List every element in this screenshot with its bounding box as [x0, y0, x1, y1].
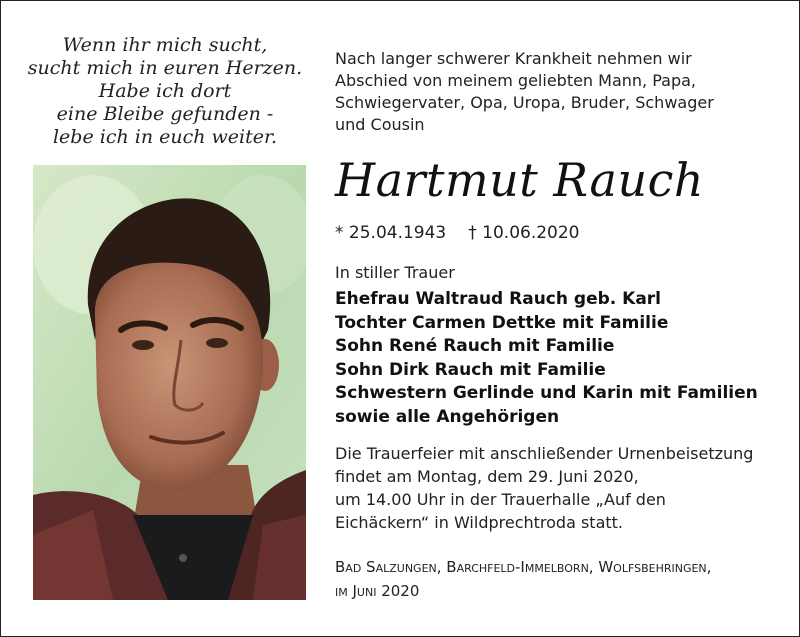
- portrait-photo: [33, 165, 306, 600]
- places-line: Bad Salzungen, Barchfeld-Immelborn, Wolfsbehringen,: [335, 558, 712, 576]
- memorial-poem: [20, 34, 310, 149]
- mourner-line: Sohn Dirk Rauch mit Familie: [335, 359, 606, 380]
- intro-line: und Cousin: [335, 115, 425, 134]
- mourner-line: Sohn René Rauch mit Familie: [335, 336, 615, 356]
- poem-line: eine Bleibe gefunden -: [56, 103, 274, 125]
- intro-line: Schwiegervater, Opa, Uropa, Bruder, Schwager: [335, 93, 714, 112]
- service-line: um 14.00 Uhr in der Trauerhalle „Auf den: [335, 490, 666, 509]
- intro-line: Abschied von meinem geliebten Mann, Papa,: [335, 71, 696, 90]
- date-line: im Juni 2020: [335, 582, 420, 600]
- places-and-date: [335, 555, 775, 603]
- mourners-list: [335, 288, 775, 429]
- birth-date: * 25.04.1943: [335, 223, 447, 243]
- mourning-label: In stiller Trauer: [335, 263, 455, 282]
- mourner-line: Schwestern Gerlinde und Karin mit Familien: [335, 383, 758, 403]
- life-dates: [335, 222, 775, 244]
- poem-line: lebe ich in euch weiter.: [52, 126, 277, 148]
- mourner-line: sowie alle Angehörigen: [335, 406, 560, 427]
- deceased-name: Hartmut Rauch: [335, 153, 704, 207]
- service-line: Eichäckern“ in Wildprechtroda statt.: [335, 513, 624, 532]
- service-line: Die Trauerfeier mit anschließender Urnenbeisetzung: [335, 444, 754, 463]
- mourner-line: Tochter Carmen Dettke mit Familie: [335, 312, 669, 333]
- poem-line: Wenn ihr mich sucht,: [62, 34, 268, 56]
- poem-line: sucht mich in euren Herzen.: [27, 57, 303, 79]
- service-details: [335, 442, 775, 534]
- intro-line: Nach langer schwerer Krankheit nehmen wir: [335, 49, 692, 68]
- mourner-line: Ehefrau Waltraud Rauch geb. Karl: [335, 289, 661, 309]
- service-line: findet am Montag, dem 29. Juni 2020,: [335, 467, 639, 486]
- poem-line: Habe ich dort: [98, 80, 232, 102]
- intro-text: [335, 48, 775, 136]
- death-date: † 10.06.2020: [468, 223, 580, 243]
